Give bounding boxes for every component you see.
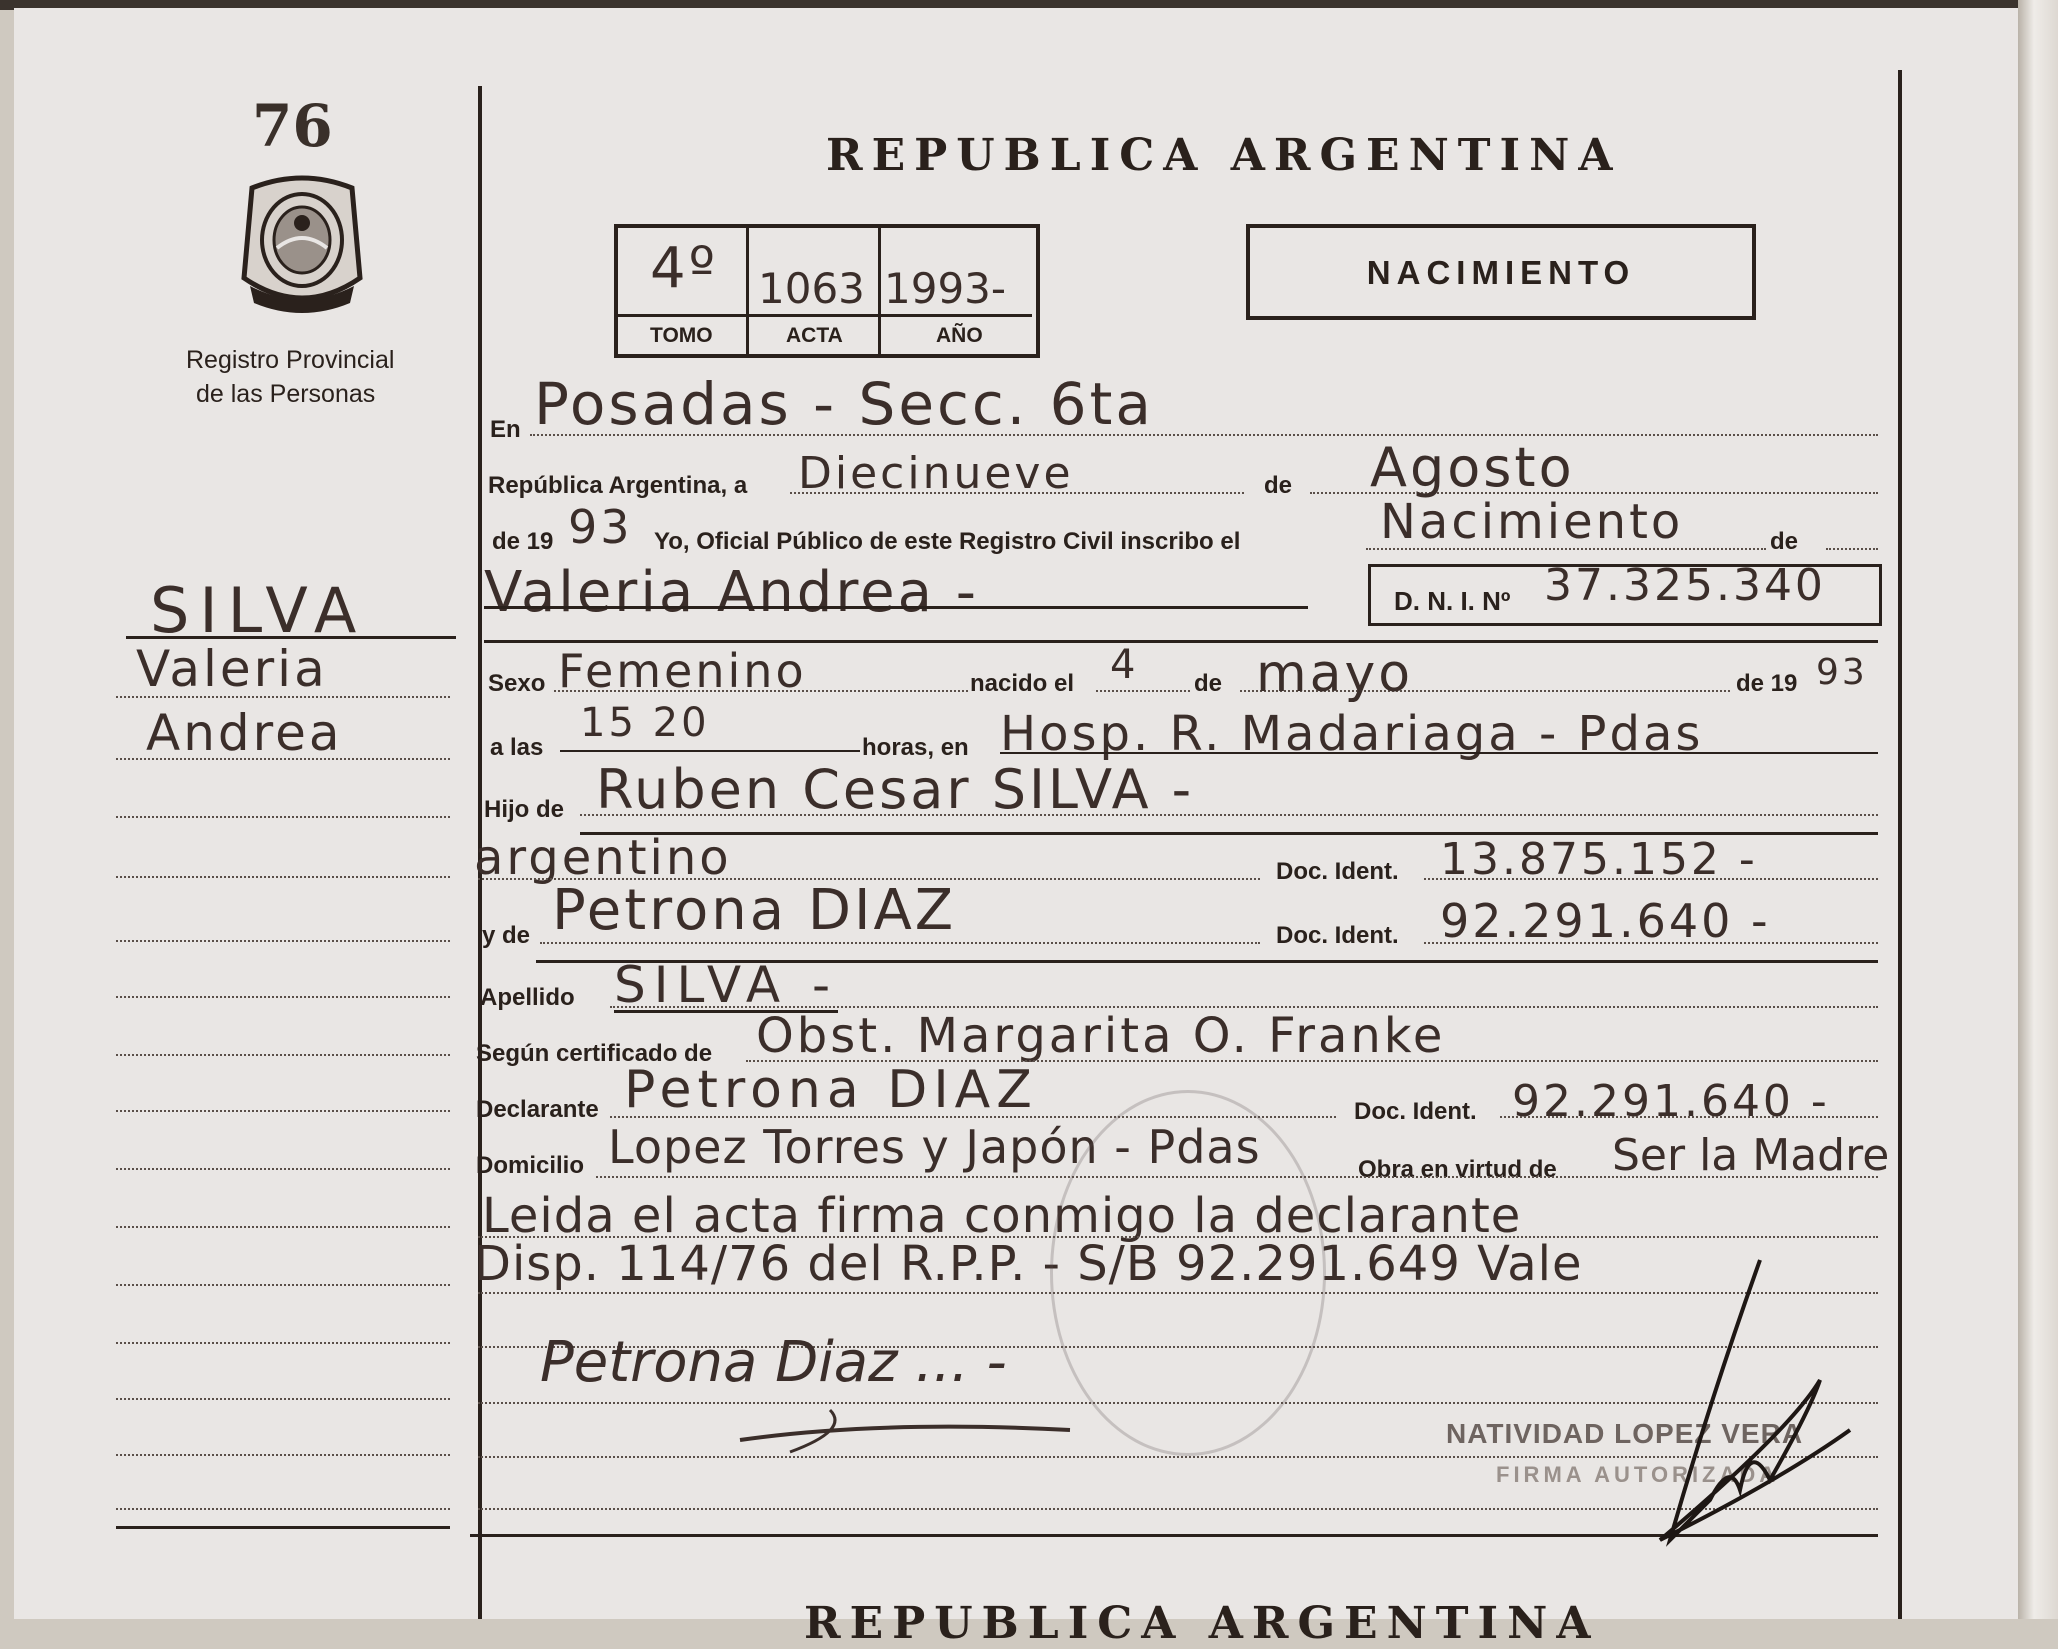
margin-line (116, 876, 450, 878)
registry-name-line2: de las Personas (196, 380, 376, 408)
obra-label: Obra en virtud de (1358, 1156, 1557, 1183)
margin-line (116, 1284, 450, 1286)
padre-line (580, 814, 1878, 816)
table-divider (746, 228, 749, 354)
margin-line (116, 696, 450, 698)
hora-value: 15 20 (580, 700, 710, 746)
hora-line (560, 750, 860, 752)
tomo-label: TOMO (650, 324, 713, 347)
firma-declarante: Petrona Diaz ... - (540, 1330, 1007, 1395)
book-right-edge (2018, 0, 2058, 1619)
de-label-2: de (1770, 528, 1799, 555)
horas-label: horas, en (862, 734, 969, 761)
record-type: NACIMIENTO (1366, 254, 1636, 291)
tomo-value: 4º (650, 236, 719, 301)
nacido-label: nacido el (970, 670, 1075, 697)
nombre-value: Valeria Andrea - (484, 560, 979, 625)
dia-value: Diecinueve (798, 448, 1074, 499)
yde-label: y de (482, 922, 531, 949)
margin-line (116, 996, 450, 998)
margin-top-rule (126, 636, 456, 639)
oficial-stamp-name: NATIVIDAD LOPEZ VERA (1446, 1418, 1804, 1449)
table-divider (878, 228, 881, 354)
sexo-value: Femenino (558, 644, 807, 698)
padre-value: Ruben Cesar SILVA - (596, 758, 1195, 821)
madre-doc-line (1424, 942, 1878, 944)
de19-label-2: de 19 (1736, 670, 1798, 697)
padre-doc-line (1424, 878, 1878, 880)
nacido-mes: mayo (1256, 644, 1414, 704)
margin-line (116, 1508, 450, 1510)
oficial-stamp-role: FIRMA AUTORIZADA (1496, 1462, 1780, 1487)
hijo-label: Hijo de (484, 796, 565, 823)
ano-value: 1993- (884, 264, 1007, 313)
registry-round-stamp (1050, 1090, 1326, 1456)
margin-line (116, 816, 450, 818)
form-title: REPUBLICA ARGENTINA (826, 130, 1622, 181)
nota-linea-2: Disp. 114/76 del R.P.P. - S/B 92.291.649 Vale (474, 1236, 1583, 1292)
margin-line (116, 1226, 450, 1228)
margin-first-name: Valeria (136, 640, 328, 698)
dni-value: 37.325.340 (1544, 560, 1826, 611)
lugar-line (1000, 752, 1878, 754)
madre-line (540, 942, 1260, 944)
registry-name-line1: Registro Provincial (186, 346, 395, 374)
declarante-doc: 92.291.640 - (1512, 1076, 1830, 1127)
nacido-dia-line (1096, 690, 1190, 692)
en-label: En (490, 416, 521, 443)
anio-value: 93 (568, 500, 633, 554)
en-value: Posadas - Secc. 6ta (534, 370, 1154, 438)
declarant-signature-underline (730, 1380, 1090, 1460)
nacido-dia: 4 (1110, 642, 1139, 688)
margin-surname: SILVA (150, 574, 367, 647)
apellido-value: SILVA - (614, 956, 838, 1014)
domicilio-value: Lopez Torres y Japón - Pdas (608, 1120, 1261, 1174)
nacido-anio: 93 (1816, 652, 1868, 693)
alas-label: a las (490, 734, 544, 761)
padre-doc: 13.875.152 - (1440, 834, 1758, 885)
table-divider (618, 314, 1032, 317)
acta-value: 1063 (758, 264, 865, 313)
margin-line (116, 1110, 450, 1112)
acto-value: Nacimiento (1380, 494, 1684, 550)
margin-middle-name: Andrea (146, 704, 343, 762)
lugar-value: Hosp. R. Madariaga - Pdas (1000, 706, 1704, 762)
de-line-2 (1826, 548, 1878, 550)
doc-label: Doc. Ident. (1276, 858, 1399, 885)
ano-label: AÑO (936, 324, 983, 347)
republica-label: República Argentina, a (488, 472, 748, 499)
de-label: de (1264, 472, 1293, 499)
declarante-label: Declarante (476, 1096, 599, 1123)
de19-label: de 19 (492, 528, 554, 555)
dni-label: D. N. I. Nº (1394, 586, 1511, 616)
nota-linea-1: Leida el acta firma conmigo la declarante (482, 1188, 1522, 1244)
obra-value: Ser la Madre (1612, 1130, 1890, 1181)
oficial-label: Yo, Oficial Público de este Registro Civil inscribo el (654, 528, 1241, 555)
padre-nacionalidad: argentino (474, 830, 732, 886)
doc-label-2: Doc. Ident. (1276, 922, 1399, 949)
madre-doc: 92.291.640 - (1440, 894, 1771, 948)
margin-line (116, 940, 450, 942)
declarante-value: Petrona DIAZ (624, 1060, 1038, 1120)
apellido-label: Apellido (480, 984, 575, 1011)
next-page-title: REPUBLICA ARGENTINA (804, 1598, 1600, 1649)
madre-value: Petrona DIAZ (552, 878, 957, 943)
margin-line (116, 1454, 450, 1456)
margin-line (116, 1342, 450, 1344)
domicilio-label: Domicilio (476, 1152, 585, 1179)
certificado-value: Obst. Margarita O. Franke (756, 1008, 1446, 1064)
margin-line (116, 1168, 450, 1170)
official-signature (1560, 1240, 1860, 1570)
segun-label: Según certificado de (476, 1040, 713, 1067)
sexo-line (554, 690, 968, 692)
de-label-3: de (1194, 670, 1223, 697)
doc-label-3: Doc. Ident. (1354, 1098, 1477, 1125)
form-right-border (1898, 70, 1902, 1619)
nombre-line (484, 606, 1308, 609)
mes-value: Agosto (1370, 436, 1575, 499)
sexo-label: Sexo (488, 670, 546, 697)
margin-line (116, 758, 450, 760)
margin-line (116, 1054, 450, 1056)
margin-bottom-rule (116, 1526, 450, 1529)
declarante-doc-line (1500, 1116, 1878, 1118)
tomo-number: 76 (252, 92, 333, 160)
section-rule (484, 640, 1878, 643)
margin-line (116, 1398, 450, 1400)
acta-label: ACTA (786, 324, 843, 347)
provincial-seal-icon (232, 168, 372, 318)
